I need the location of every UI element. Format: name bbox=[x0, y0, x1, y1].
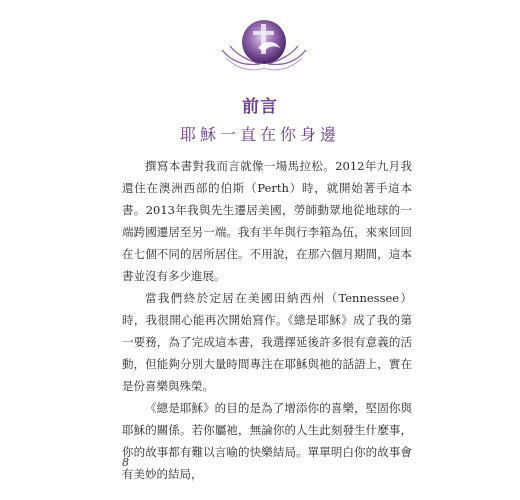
paragraph: 當我們終於定居在美國田納西州（Tennessee）時，我很開心能再次開始寫作。《總是耶穌》成了我的第一要務，為了完成這本書，我選擇延後許多很有意義的活動，但能夠分別大量時間專注在耶穌與祂的話語上，實在是份喜樂與殊榮。 bbox=[122, 291, 412, 393]
body-text bbox=[122, 155, 412, 485]
page-number: 8 bbox=[122, 456, 129, 469]
page-subtitle: 耶穌一直在你身邊 bbox=[179, 125, 340, 144]
paragraph: 撰寫本書對我而言就像一場馬拉松。2012年九月我還住在澳洲西部的伯斯（Perth）時，就開始著手這本書。2013年我與先生遷居美國，勞師動眾地從地球的一端跨國遷居至另一端。我有半年與行李箱為伍，來來回回在七個不同的居所居住。不用說，在那六個月期間，這本書並沒有多少進展。 bbox=[122, 159, 412, 283]
dove-cross-ornament-icon bbox=[214, 14, 314, 74]
page-title: 前言 bbox=[242, 97, 278, 117]
paragraph: 《總是耶穌》的目的是為了增添你的喜樂，堅固你與耶穌的關係。若你屬祂，無論你的人生此刻發生什麼事，你的故事都有難以言喻的快樂結局。單單明白你的故事會有美妙的結局， bbox=[122, 401, 412, 481]
